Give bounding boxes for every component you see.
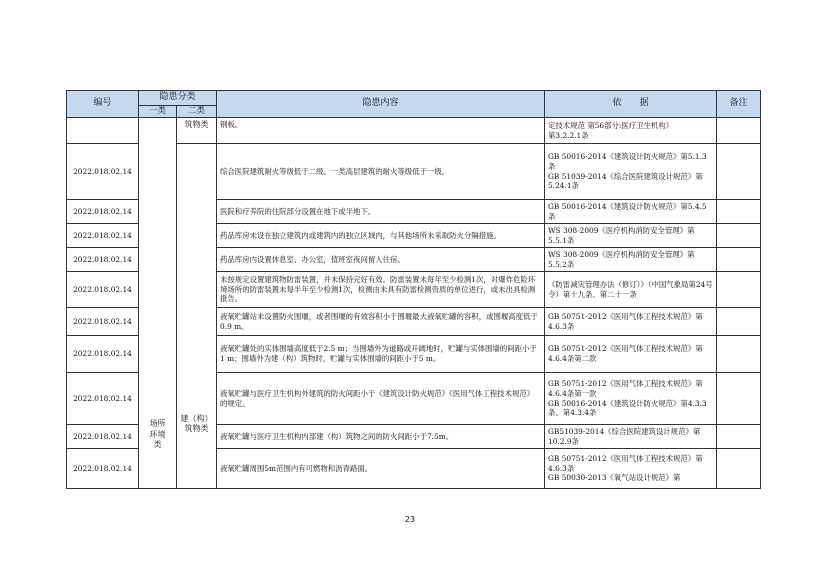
row-number: 2022.018.02.14 [67,425,139,449]
row-remarks [717,425,761,449]
category-site: 场所 环境 类 [149,419,166,450]
row-content: 药品库房未设在独立建筑内或建筑内的独立区域内，与其他场所未采取防火分隔措施。 [217,224,545,248]
row-basis: GB 50751-2012《医用气体工程技术规范》第4.6.3条 GB 50030-2013《氧气站设计规范》第 [545,449,717,489]
row-number [67,118,139,144]
row-content: 液氧贮罐与医疗卫生机构内部建（构）筑物之间的防火间距小于7.5m。 [217,425,545,449]
row-number: 2022.018.02.14 [67,336,139,373]
row-content: 药品库房内设置休息室、办公室，值班室夜间留人住宿。 [217,248,545,272]
table-row [67,118,761,144]
row-basis: 定技术规范 第56部分:医疗卫生机构》 第3.2.2.1条 [545,118,717,144]
row-remarks [717,373,761,425]
header-remarks: 备注 [717,91,761,118]
row-basis: GB 50751-2012《医用气体工程技术规范》第4.6.3条 [545,308,717,336]
header-category-level1: 一类 [139,106,177,118]
row-content: 液氧贮罐站未设置防火围堰，或者围堰的有效容积小于围堰最大液氧贮罐的容积，或围堰高度低于0.9 m。 [217,308,545,336]
row-content: 综合医院建筑耐火等级低于二级。一类高层建筑的耐火等级低于一级。 [217,144,545,200]
row-remarks [717,449,761,489]
row-remarks [717,272,761,308]
row-number: 2022.018.02.14 [67,200,139,224]
header-number: 编号 [67,91,139,118]
row-number: 2022.018.02.14 [67,373,139,425]
category-building: 建（构） 筑物类 [180,413,213,434]
row-basis: GB 50751-2012《医用气体工程技术规范》第4.6.4条第二款 [545,336,717,373]
header-category: 隐患分类 [139,91,217,106]
category-level1-cell [139,118,177,489]
row-content: 液氧贮罐处的实体围墙高度低于2.5 m；当围墙外为道路或开阔地时，贮罐与实体围墙的间距小于1 m；围墙外为建（构）筑物时，贮罐与实体围墙的间距小于5 m。 [217,336,545,373]
header-row-1 [67,91,761,106]
hazard-table [66,90,761,489]
row-remarks [717,336,761,373]
row-basis: GB 50016-2014《建筑设计防火规范》第5.4.5条 [545,200,717,224]
row-remarks [717,200,761,224]
header-basis: 依 据 [545,91,717,118]
page-number: 23 [404,515,416,524]
row-number: 2022.018.02.14 [67,272,139,308]
header-content: 隐患内容 [217,91,545,118]
row-remarks [717,248,761,272]
row-number: 2022.018.02.14 [67,224,139,248]
row-content: 钢板。 [217,118,545,144]
row-number: 2022.018.02.14 [67,449,139,489]
row-basis: GB 50751-2012《医用气体工程技术规范》第4.6.4条第一款 GB 50016-2014《建筑设计防火规范》第4.3.3条、第4.3.4条 [545,373,717,425]
category-level2-tail: 筑物类 [177,118,217,144]
row-content: 医院和疗养院的住院部分设置在地下或半地下。 [217,200,545,224]
row-number: 2022.018.02.14 [67,308,139,336]
row-content: 未按规定设置建筑物防雷装置，并未保持完好有效。防雷装置未每年至少检测1次，对爆炸危险环境场所的防雷装置未每半年至少检测1次，检测由未具有防雷检测资质的单位进行，或未出具检测报告。 [217,272,545,308]
row-basis: WS 308-2009《医疗机构消防安全管理》第5.5.2条 [545,248,717,272]
row-content: 液氧贮罐与医疗卫生机构外建筑的防火间距小于《建筑设计防火规范》《医用气体工程技术规范》的规定。 [217,373,545,425]
row-remarks [717,224,761,248]
row-basis: WS 308-2009《医疗机构消防安全管理》第5.5.1条 [545,224,717,248]
row-basis: GB 50016-2014《建筑设计防火规范》第5.1.3条 GB 51039-2014《综合医院建筑设计规范》第5.24.1条 [545,144,717,200]
row-remarks [717,144,761,200]
row-remarks [717,308,761,336]
row-remarks [717,118,761,144]
row-basis: GB51039-2014《综合医院建筑设计规范》第10.2.9条 [545,425,717,449]
header-category-level2: 二类 [177,106,217,118]
row-number: 2022.018.02.14 [67,248,139,272]
row-number: 2022.018.02.14 [67,144,139,200]
row-content: 液氧贮罐周围5m范围内有可燃物和沥青路面。 [217,449,545,489]
category-level2-cell [177,144,217,489]
row-basis: 《防雷减灾管理办法（修订）》（中国气象局第24号令）第十九条、第二十一条 [545,272,717,308]
